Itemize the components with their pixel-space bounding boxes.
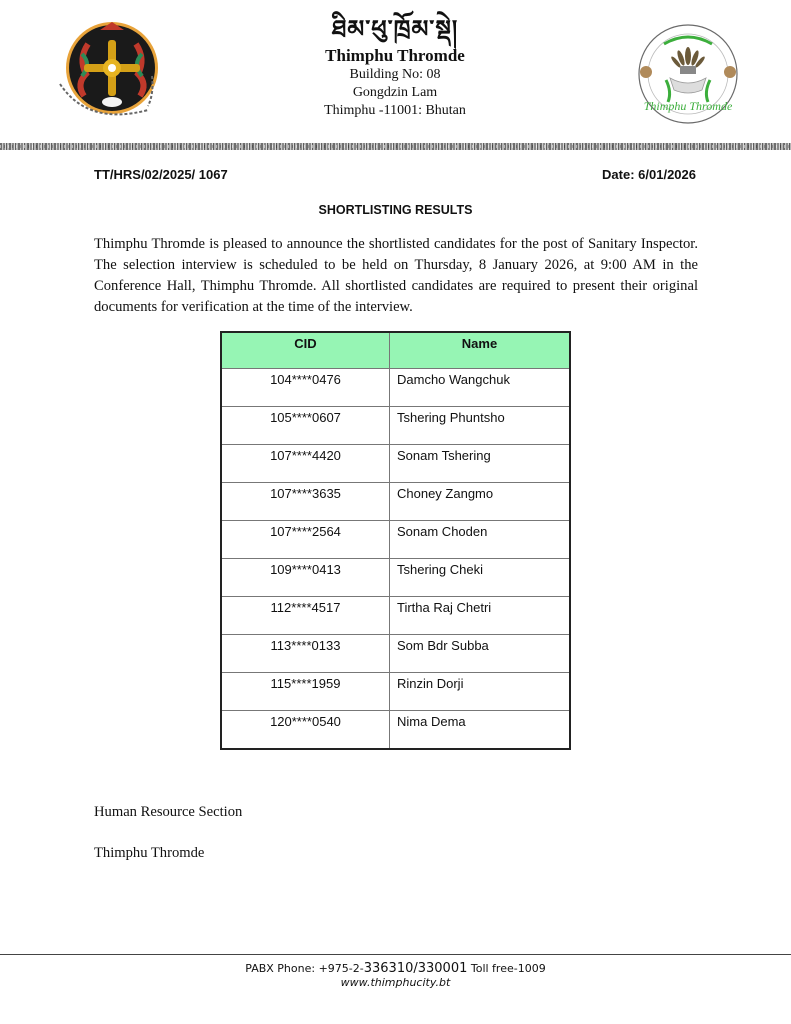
cid-cell: 105****0607 <box>221 407 390 445</box>
table-row <box>221 635 570 673</box>
cid-cell: 107****3635 <box>221 483 390 521</box>
address-line: Thimphu -11001: Bhutan <box>324 103 466 118</box>
table-row <box>221 597 570 635</box>
table-row <box>221 559 570 597</box>
announcement-paragraph: Thimphu Thromde is pleased to announce the shortlisted candidates for the post of Sanitary Inspector. The selection interview is scheduled to be held on Thursday, 8 January 2026, at 9:00 AM in the Conference Hall, Thimphu Thromde. All shortlisted candidates are required to present their original documents for verification at the time of the interview. <box>94 236 698 315</box>
name-cell: Tshering Phuntsho <box>390 407 571 445</box>
name-cell: Nima Dema <box>390 711 571 750</box>
tibetan-org-name: ཐིམ་ཕུ་ཁྲོམ་སྡེ། <box>331 15 459 43</box>
table-row <box>221 445 570 483</box>
column-header-name: Name <box>390 332 571 369</box>
cid-cell: 112****4517 <box>221 597 390 635</box>
name-cell: Rinzin Dorji <box>390 673 571 711</box>
cid-cell: 120****0540 <box>221 711 390 750</box>
signature-organization: Thimphu Thromde <box>94 845 205 861</box>
cid-cell: 104****0476 <box>221 369 390 407</box>
cid-cell: 113****0133 <box>221 635 390 673</box>
footer-phone <box>0 961 791 976</box>
decorative-border <box>0 143 791 150</box>
table-row <box>221 407 570 445</box>
cid-cell: 109****0413 <box>221 559 390 597</box>
name-cell: Sonam Choden <box>390 521 571 559</box>
document-title: SHORTLISTING RESULTS <box>318 203 473 217</box>
logo-text: Thimphu Thromde <box>643 99 733 113</box>
table-row <box>221 483 570 521</box>
table-row <box>221 673 570 711</box>
name-cell: Choney Zangmo <box>390 483 571 521</box>
toll-free: Toll free-1009 <box>467 962 546 975</box>
footer-divider <box>0 954 791 955</box>
name-cell: Sonam Tshering <box>390 445 571 483</box>
signature-section: Human Resource Section <box>94 804 243 820</box>
reference-number: TT/HRS/02/2025/ 1067 <box>94 167 228 182</box>
table-row <box>221 369 570 407</box>
column-header-cid: CID <box>221 332 390 369</box>
letter-date: Date: 6/01/2026 <box>602 167 696 182</box>
footer-website-link[interactable]: www.thimphucity.bt <box>340 976 451 989</box>
letterhead <box>280 14 510 120</box>
royal-emblem-logo <box>48 14 166 132</box>
cid-cell: 115****1959 <box>221 673 390 711</box>
name-cell: Som Bdr Subba <box>390 635 571 673</box>
table-header-row <box>221 332 570 369</box>
phone-prefix: PABX Phone: +975-2- <box>245 962 364 975</box>
phone-numbers: 336310/330001 <box>363 961 468 976</box>
address-line: Building No: 08 <box>349 67 441 82</box>
table-row <box>221 711 570 750</box>
name-cell: Damcho Wangchuk <box>390 369 571 407</box>
shortlist-table <box>220 331 571 750</box>
org-name: Thimphu Thromde <box>325 46 465 65</box>
address-line: Gongdzin Lam <box>352 85 438 100</box>
name-cell: Tirtha Raj Chetri <box>390 597 571 635</box>
thromde-logo <box>632 22 744 128</box>
cid-cell: 107****2564 <box>221 521 390 559</box>
table-row <box>221 521 570 559</box>
cid-cell: 107****4420 <box>221 445 390 483</box>
name-cell: Tshering Cheki <box>390 559 571 597</box>
